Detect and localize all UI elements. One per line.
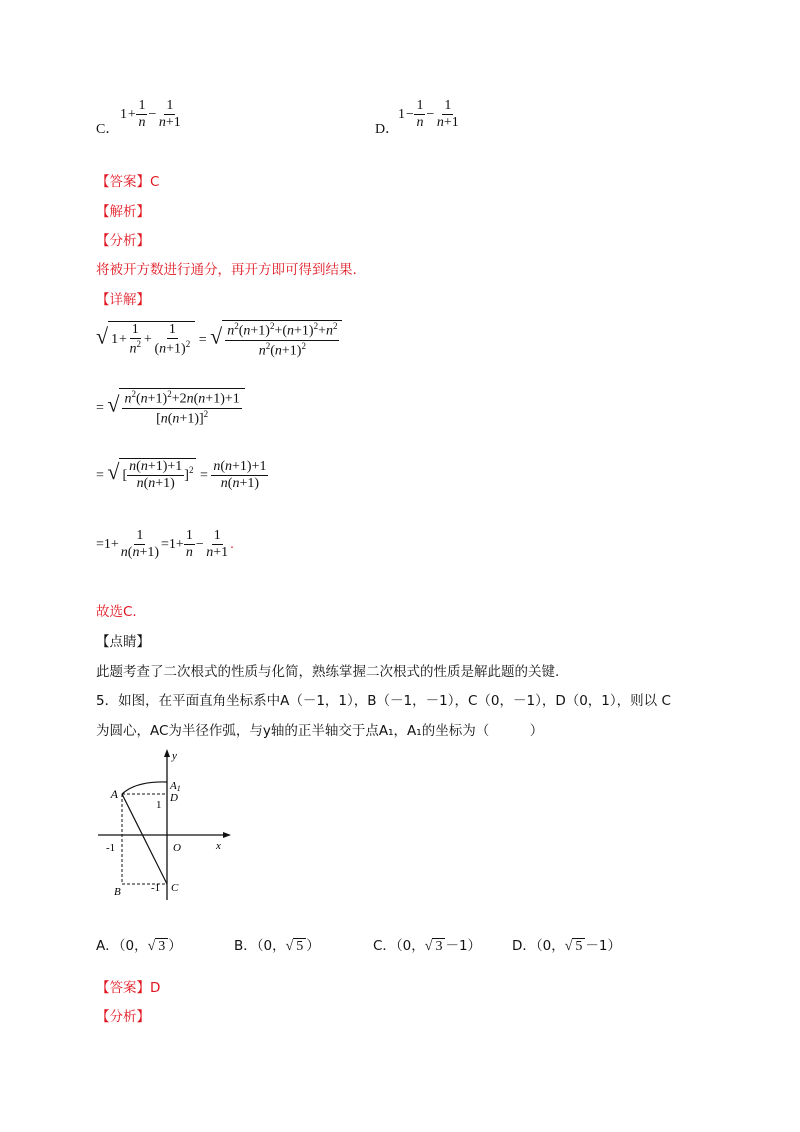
- option-d-expression: 1− $\frac{1}{n}$ − $\frac{1}{n+1}$: [398, 98, 459, 131]
- label-o: O: [173, 842, 181, 854]
- arc-a-a1: [122, 782, 167, 794]
- answer-2-heading: 【答案】D: [96, 980, 161, 996]
- question-5-line-1: 5．如图，在平面直角坐标系中A（－1，1），B（－1，－1），C（0，－1），D（0，1），则以 C: [96, 693, 671, 709]
- label-neg1-x: -1: [106, 842, 116, 854]
- y-axis-arrow: [164, 749, 170, 757]
- label-d: D: [170, 792, 178, 804]
- coordinate-figure: [90, 745, 235, 905]
- option-d-label: D．: [375, 122, 400, 137]
- answer-heading: 【答案】C: [96, 174, 160, 190]
- fenxi-heading: 【分析】: [96, 233, 150, 249]
- analysis-heading: 【解析】: [96, 204, 150, 220]
- dianjing-text: 此题考查了二次根式的性质与化简，熟练掌握二次根式的性质是解此题的关键.: [96, 664, 560, 680]
- label-b: B: [114, 886, 121, 898]
- label-neg1-y: -1: [151, 882, 161, 894]
- fenxi-text: 将被开方数进行通分，再开方即可得到结果.: [96, 262, 357, 278]
- label-a1: A1: [170, 780, 181, 793]
- label-y: y: [172, 750, 177, 762]
- derivation-line-4: =1+ $\frac{1}{n(n+1)}$ =1+ $\frac{1}{n}$ − $\frac{1}{n+1}$ .: [96, 528, 234, 561]
- derivation-line-1: √ 1+ $\frac{1}{n^2}$ + $\frac{1}{(n+1)^2}$ = √ $\frac{n^2(n+1)^2+(n+1)^2+n^2}{n^2(n+1)^2}$: [96, 320, 342, 360]
- detail-heading: 【详解】: [96, 292, 150, 308]
- derivation-line-3: = √ [ $\frac{n(n+1)+1}{n(n+1)}$ ]$^2$ = $\frac{n(n+1)+1}{n(n+1)}$: [96, 458, 267, 492]
- label-a: A: [110, 787, 118, 801]
- option-c-label: C．: [96, 122, 120, 137]
- dianjing-heading: 【点睛】: [96, 634, 150, 650]
- label-one: 1: [156, 799, 162, 811]
- option-c-expression: 1+ $\frac{1}{n}$ − $\frac{1}{n+1}$: [120, 98, 181, 131]
- label-c: C: [171, 882, 179, 894]
- derivation-line-2: = √ $\frac{n^2(n+1)^2+2n(n+1)+1}{[n(n+1)]^2}$: [96, 388, 245, 428]
- choice-b: B．（0，√ 5 ）: [234, 938, 320, 954]
- choice-d: D．（0，√ 5 －1）: [512, 938, 622, 954]
- conclusion-text: 故选C.: [96, 604, 137, 620]
- label-x: x: [216, 840, 221, 852]
- x-axis-arrow: [223, 832, 231, 838]
- question-5-line-2: 为圆心，AC为半径作弧，与y轴的正半轴交于点A₁，A₁的坐标为（ ）: [96, 723, 544, 739]
- fenxi-2-heading: 【分析】: [96, 1009, 150, 1025]
- choice-c: C．（0，√ 3 －1）: [373, 938, 482, 954]
- choice-a: A．（0，√ 3 ）: [96, 938, 182, 954]
